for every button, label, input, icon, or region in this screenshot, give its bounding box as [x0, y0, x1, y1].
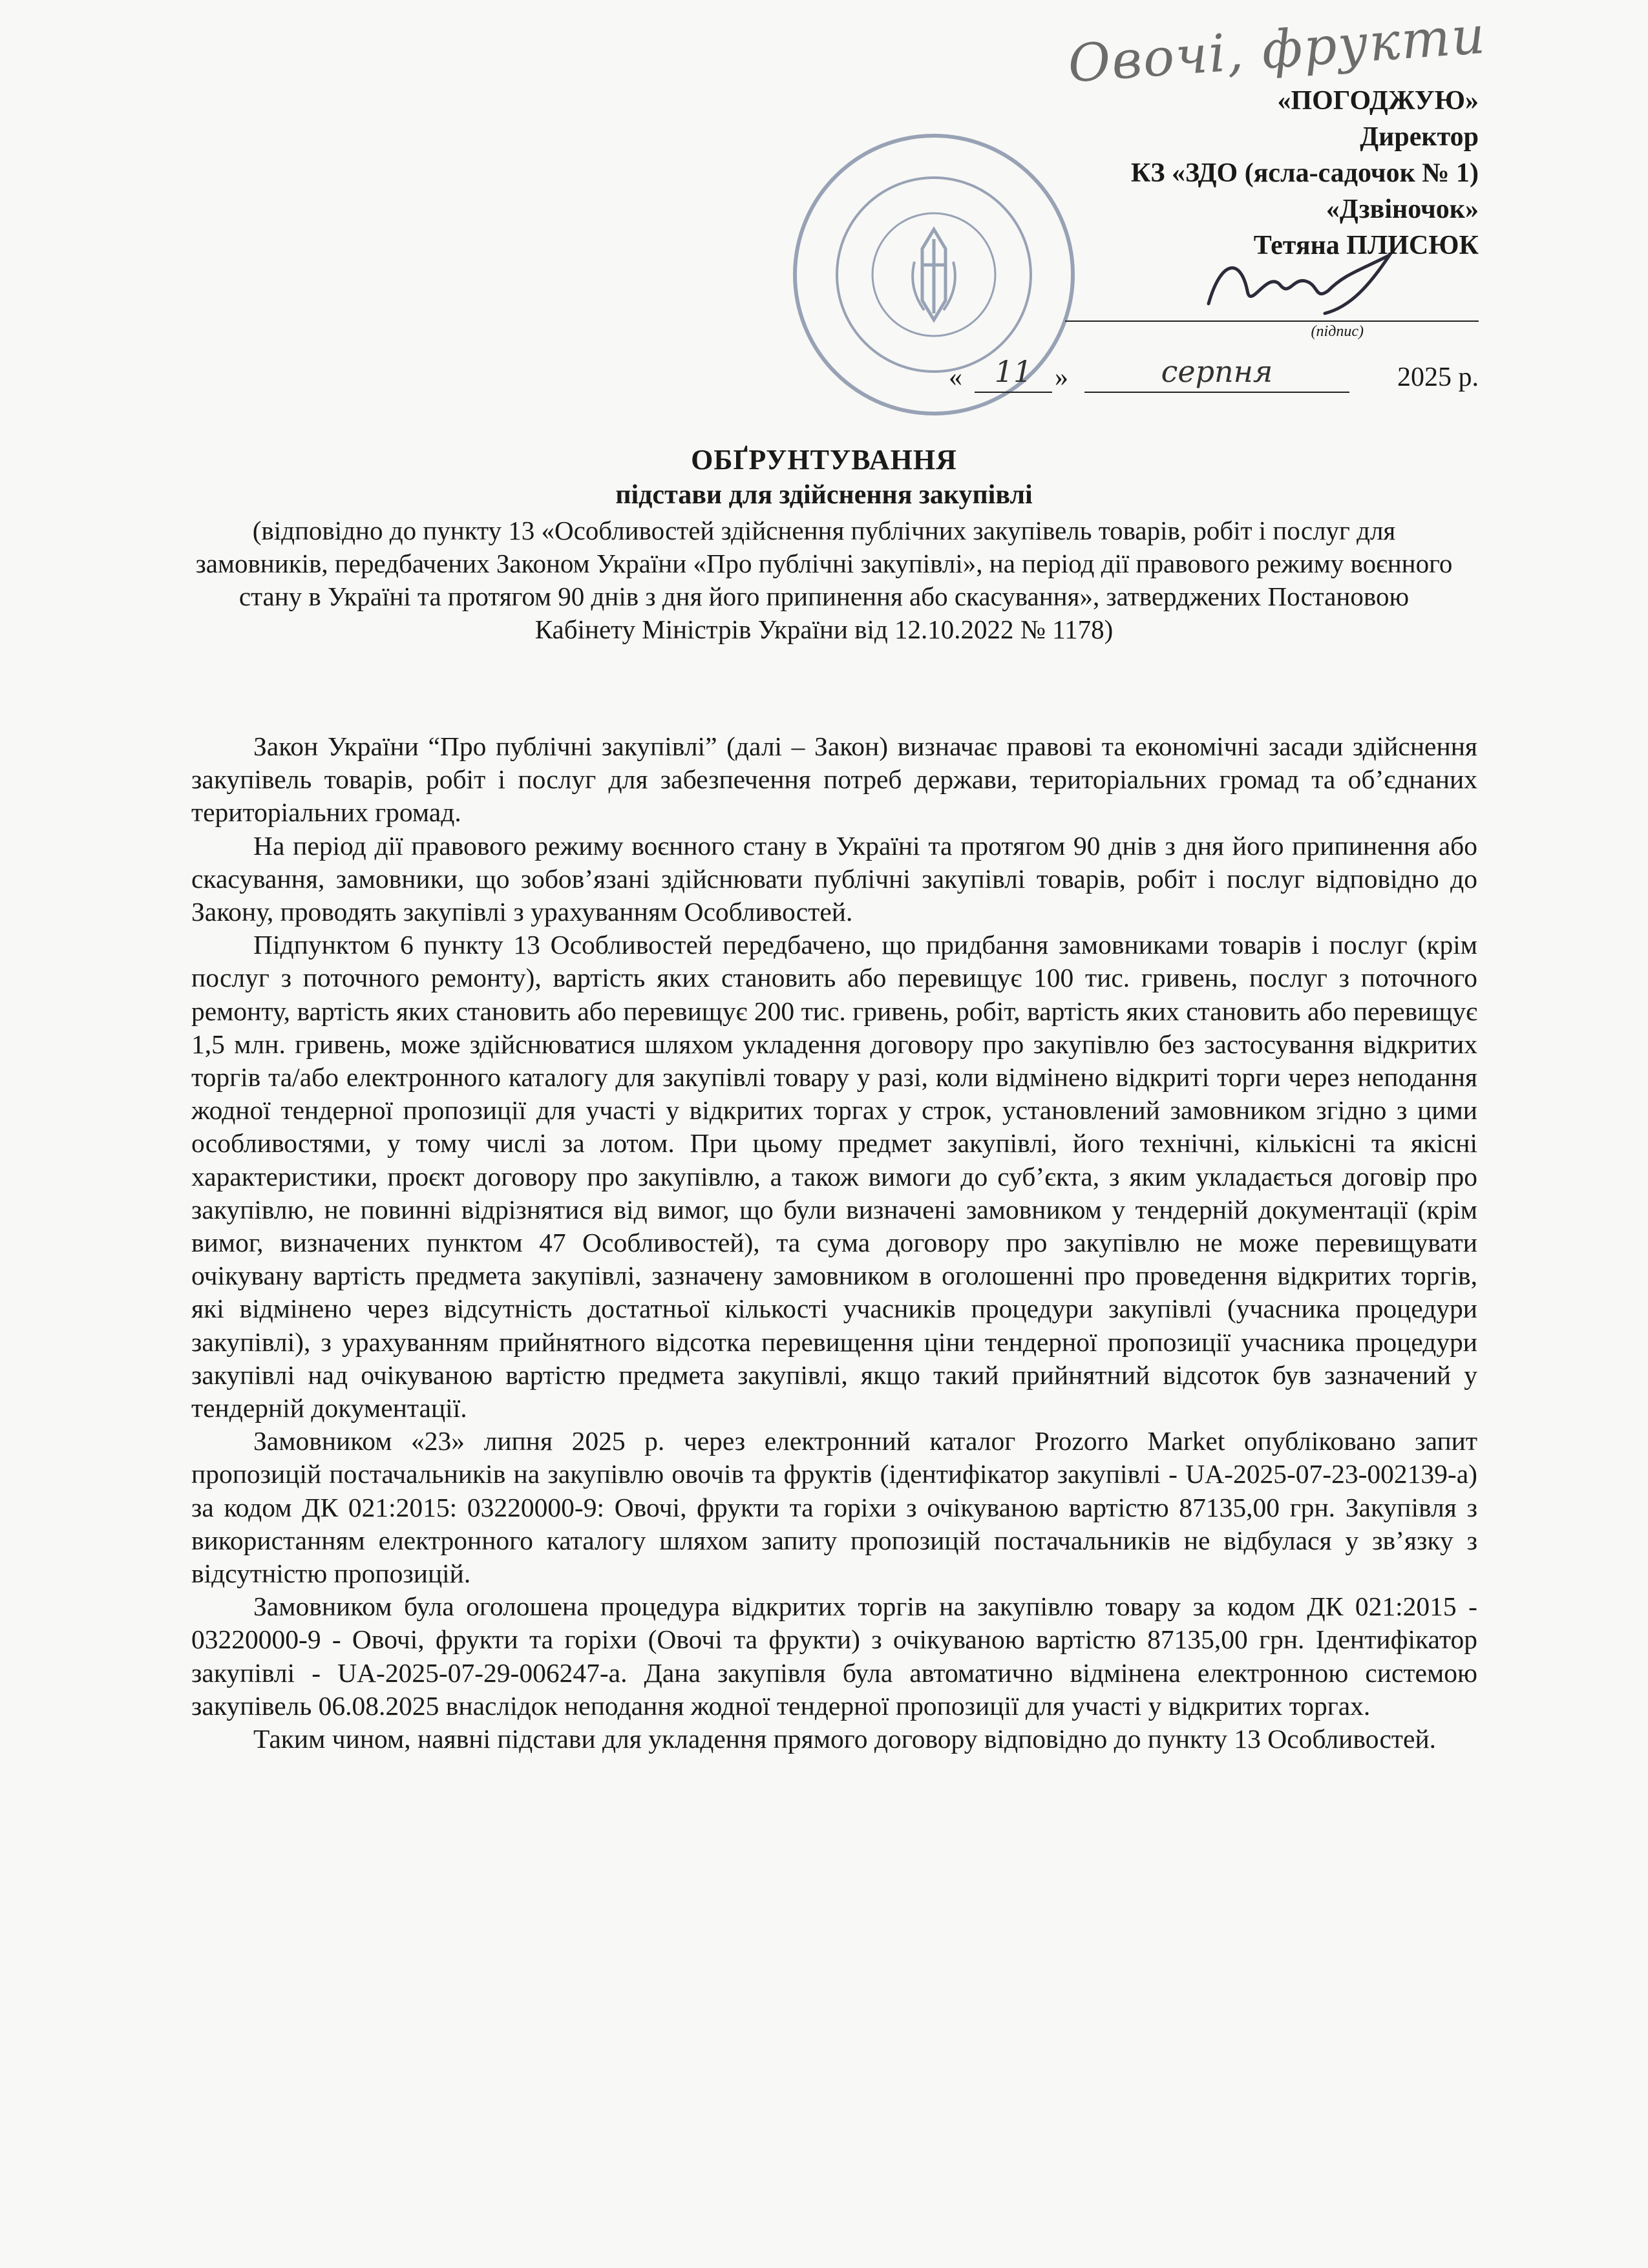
- director-name: Тетяна ПЛИСЮК: [1253, 231, 1479, 260]
- director-position: Директор: [1360, 122, 1479, 152]
- legal-basis: (відповідно до пункту 13 «Особливостей здійснення публічних закупівель товарів, робіт і послуг для замовників, передбачених Законом України «Про публічні закупівлі», на період дії правового режиму воєнного стану в Україні та протягом 90 днів з дня його припинення або скасування», затверджених Постановою Кабінету Міністрів України від 12.10.2022 № 1178): [195, 516, 1453, 644]
- handwritten-note: Овочі, фрукти: [1066, 5, 1488, 94]
- document-title: ОБҐРУНТУВАННЯ: [691, 444, 957, 476]
- org-line-2: «Дзвіночок»: [1326, 194, 1479, 224]
- date-open-quote: «: [949, 362, 962, 392]
- paragraph: Закон України “Про публічні закупівлі” (далі – Закон) визначає правові та економічні засади здійснення закупівель товарів, робіт і послуг для забезпечення потреб держави, територіальних громад та об’єднаних територіальних громад.: [191, 731, 1477, 828]
- paragraph: Замовником «23» липня 2025 р. через електронний каталог Prozorro Market опубліковано запит пропозицій постачальників на закупівлю овочів та фруктів (ідентифікатор закупівлі - UA-2025-07-23-002139-a) за кодом ДК 021:2015: 03220000-9: Овочі, фрукти та горіхи з очікуваною вартістю 87135,00 грн. Закупівля з використанням електронного каталогу шляхом запиту пропозицій постачальників не відбулася у зв’язку з відсутністю пропозицій.: [191, 1426, 1477, 1589]
- signature-caption: (підпис): [1311, 323, 1364, 340]
- org-line-1: КЗ «ЗДО (ясла-садочок № 1): [1130, 158, 1479, 188]
- document-body: [191, 730, 1477, 1756]
- paragraph: Таким чином, наявні підстави для укладення прямого договору відповідно до пункту 13 Особливостей.: [253, 1724, 1437, 1754]
- paragraph: Замовником була оголошена процедура відкритих торгів на закупівлю товару за кодом ДК 021:2015 - 03220000-9 - Овочі, фрукти та горіхи (Овочі та фрукти) з очікуваною вартістю 87135,00 грн. Ідентифікатор закупівлі - UA-2025-07-29-006247-a. Дана закупівля була автоматично відмінена електронною системою закупівель 06.08.2025 внаслідок неподання жодної тендерної пропозиції для участі у відкритих торгах.: [191, 1591, 1477, 1721]
- paragraph: Підпунктом 6 пункту 13 Особливостей передбачено, що придбання замовниками товарів і послуг (крім послуг з поточного ремонту), вартість яких становить або перевищує 100 тис. гривень, послуг з поточного ремонту, вартість яких становить або перевищує 200 тис. гривень, робіт, вартість яких становить або перевищує 1,5 млн. гривень, може здійснюватися шляхом укладення договору про закупівлю без застосування відкритих торгів та/або електронного каталогу для закупівлі товару у разі, коли відмінено відкриті торги через неподання жодної тендерної пропозиції для участі у відкритих торгах у строк, установлений замовником згідно з цими особливостями, у тому числі за лотом. При цьому предмет закупівлі, його технічні, кількісні та якісні характеристики, проєкт договору про закупівлю, а також вимоги до суб’єкта, з яким укладається договір про закупівлю, не повинні відрізнятися від вимог, що були визначені замовником у тендерній документації (крім вимог, визначених пунктом 47 Особливостей), та сума договору про закупівлю не може перевищувати очікувану вартість предмета закупівлі, зазначену замовником в оголошенні про проведення відкритих торгів, які відмінено через відсутність достатньої кількості учасників процедури закупівлі (учасника процедури закупівлі), з урахуванням прийнятного відсотка перевищення ціни тендерної пропозиції учасника процедури закупівлі над очікуваною вартістю предмета закупівлі, якщо такий прийнятний відсоток був зазначений у тендерній документації.: [191, 930, 1477, 1423]
- date-year: 2025 р.: [1397, 362, 1479, 392]
- document-subtitle: підстави для здійснення закупівлі: [615, 480, 1033, 510]
- approve-label: «ПОГОДЖУЮ»: [1277, 86, 1479, 116]
- approval-date: [949, 354, 1479, 399]
- approval-block: [949, 83, 1479, 264]
- signature-line: [1065, 320, 1479, 322]
- paragraph: На період дії правового режиму воєнного стану в Україні та протягом 90 днів з дня його припинення або скасування, замовники, що зобов’язані здійснювати публічні закупівлі товарів, робіт і послуг відповідно до Закону, проводять закупівлі з урахуванням Особливостей.: [191, 830, 1477, 927]
- date-month: серпня: [1084, 354, 1349, 393]
- date-day: 11: [975, 354, 1052, 393]
- date-close-quote: »: [1055, 362, 1068, 392]
